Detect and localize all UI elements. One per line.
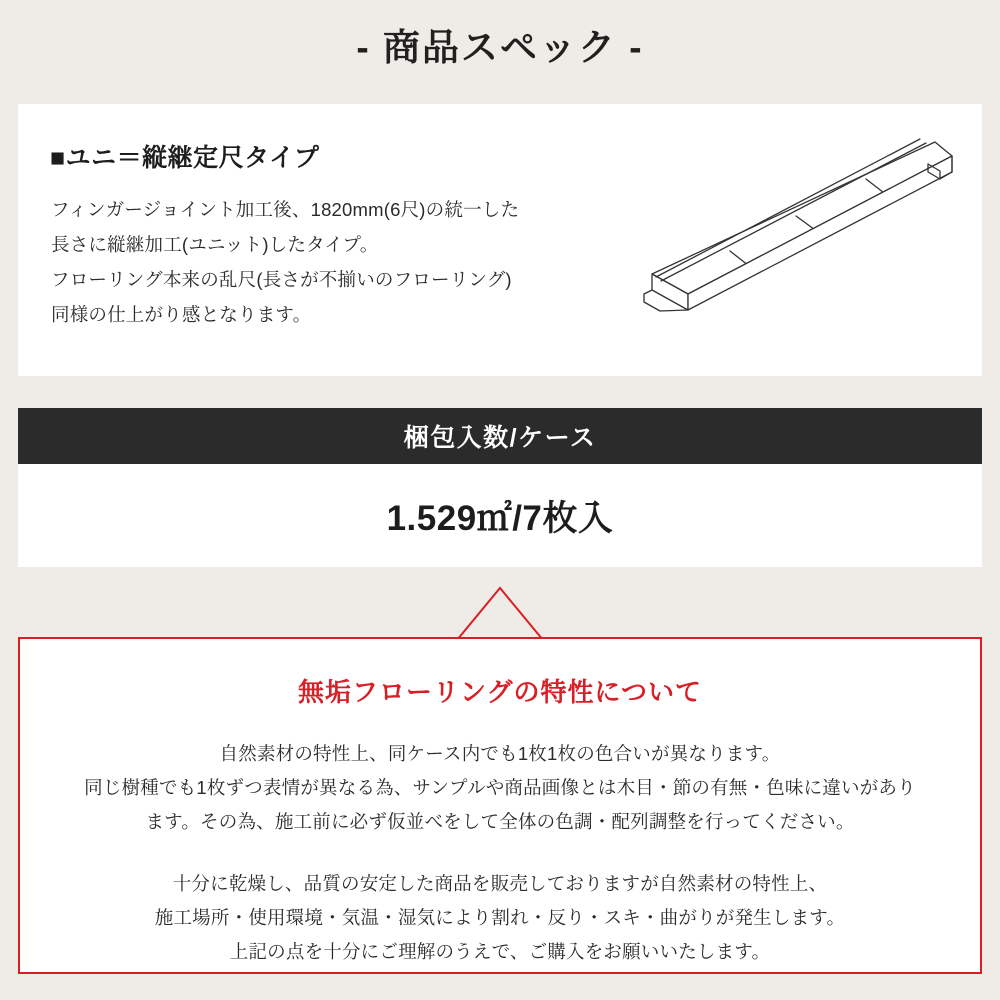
notice-line: 同じ樹種でも1枚ずつ表情が異なる為、サンプルや商品画像とは木目・節の有無・色味に違いがあり (84, 777, 916, 798)
package-bar (18, 408, 982, 464)
spec-line: 長さに縦継加工(ユニット)したタイプ。 (51, 234, 379, 255)
notice-paragraph-1 (20, 737, 980, 839)
callout-arrow-icon (457, 586, 543, 640)
spec-card (18, 104, 982, 376)
flooring-board-illustration (630, 134, 960, 349)
quantity-unit: ㎡ (476, 498, 513, 538)
quantity-value: 1.529 (386, 498, 477, 538)
package-bar-label: 梱包入数/ケース (403, 424, 597, 452)
notice-paragraph-2 (20, 867, 980, 969)
spec-line: フィンガージョイント加工後、1820mm(6尺)の統一した (51, 199, 520, 220)
notice-line: 十分に乾燥し、品質の安定した商品を販売しておりますが自然素材の特性上、 (172, 873, 828, 894)
page-title: - 商品スペック - (356, 27, 644, 68)
spec-line: 同様の仕上がり感となります。 (51, 304, 312, 325)
notice-callout (18, 637, 982, 974)
notice-line: 上記の点を十分にご理解のうえで、ご購入をお願いいたします。 (229, 941, 771, 962)
notice-title: 無垢フローリングの特性について (298, 677, 702, 707)
quantity-suffix: /7枚入 (512, 498, 614, 538)
notice-line: ます。その為、施工前に必ず仮並べをして全体の色調・配列調整を行ってください。 (145, 811, 855, 832)
spec-line: フローリング本来の乱尺(長さが不揃いのフローリング) (51, 269, 512, 290)
package-quantity-block (18, 464, 982, 567)
spec-description (51, 192, 631, 332)
package-quantity (387, 491, 614, 541)
notice-line: 自然素材の特性上、同ケース内でも1枚1枚の色合いが異なります。 (219, 743, 781, 764)
notice-line: 施工場所・使用環境・気温・湿気により割れ・反り・スキ・曲がりが発生します。 (154, 907, 846, 928)
spec-heading: ■ユニ＝縦継定尺タイプ (50, 144, 320, 172)
